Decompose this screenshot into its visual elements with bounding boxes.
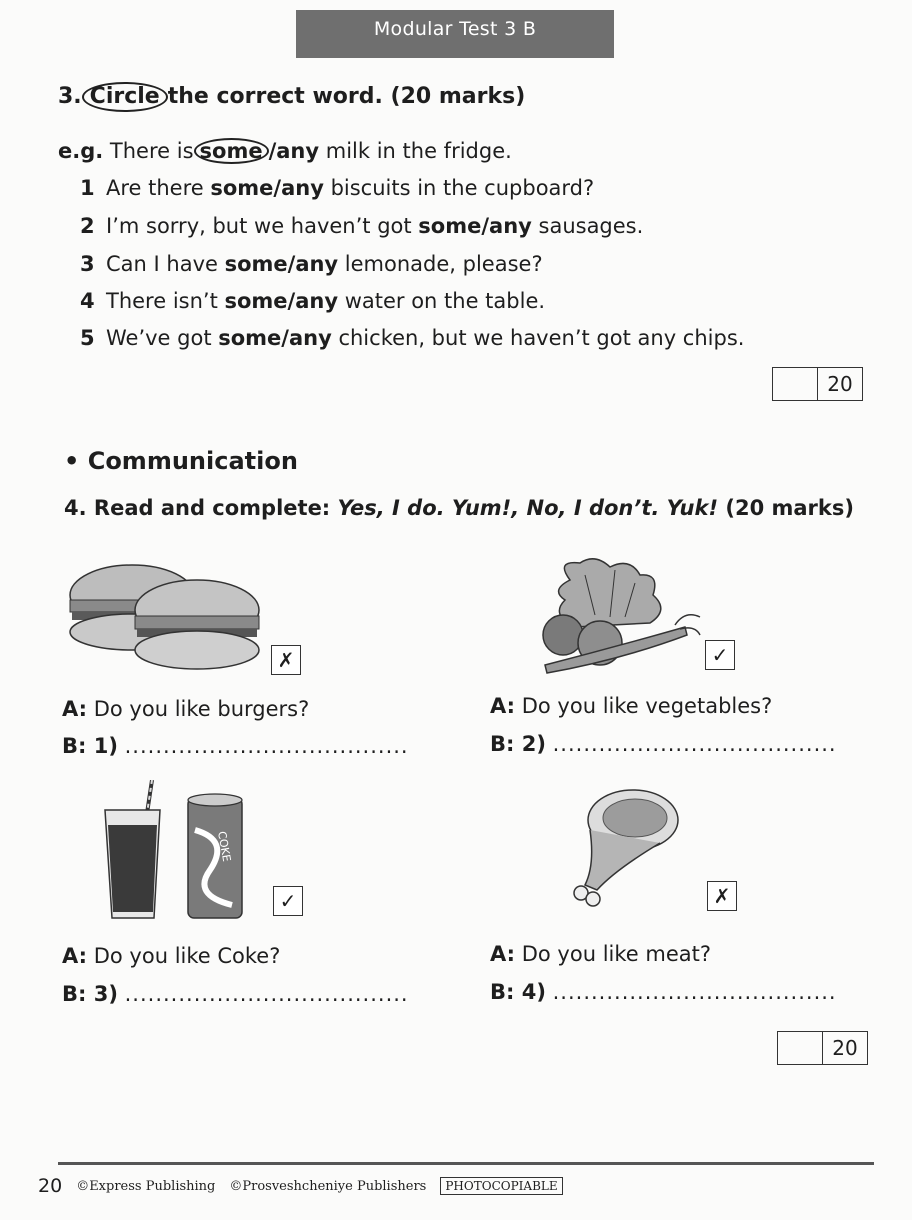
speaker-a: A:	[490, 694, 516, 718]
item-choice[interactable]: some/any	[418, 214, 532, 238]
footer-divider	[58, 1162, 874, 1165]
answer-blank[interactable]: .....................................	[552, 980, 837, 1004]
bullet-icon: •	[64, 447, 88, 475]
item-text: water on the table.	[338, 289, 546, 313]
speaker-b: B: 3)	[62, 982, 118, 1006]
example-slash-any: /any	[268, 139, 320, 163]
example-line	[58, 138, 512, 164]
exercise-4-score-box	[777, 1031, 868, 1065]
exercise-3-instruction: the correct word. (20 marks)	[167, 84, 526, 109]
example-rest: milk in the fridge.	[319, 139, 512, 163]
exercise-3-item	[80, 326, 744, 350]
question-vegetables	[490, 694, 772, 718]
exercise-3-item	[80, 176, 594, 200]
answer-blank[interactable]: .....................................	[124, 982, 409, 1006]
check-icon: ✓	[279, 889, 297, 913]
exercise-3-item	[80, 214, 643, 238]
question-coke	[62, 944, 280, 968]
exercise-3-score-box	[772, 367, 863, 401]
question-burgers	[62, 697, 309, 721]
item-number: 5	[80, 326, 95, 350]
exercise-4-phrases: Yes, I do. Yum!, No, I don’t. Yuk!	[337, 496, 719, 520]
item-text: There isn’t	[106, 289, 225, 313]
item-choice[interactable]: some/any	[210, 176, 324, 200]
speaker-b: B: 4)	[490, 980, 546, 1004]
meat-image	[565, 785, 685, 910]
answer-vegetables	[490, 732, 837, 756]
item-text: chicken, but we haven’t got any chips.	[331, 326, 745, 350]
circle-word: Circle	[82, 82, 168, 112]
example-circled-word: some	[194, 138, 269, 164]
exercise-3-item	[80, 252, 543, 276]
example-label: e.g.	[58, 139, 104, 163]
score-total: 20	[832, 1036, 858, 1060]
burgers-mark-box	[271, 645, 301, 675]
meat-mark-box	[707, 881, 737, 911]
exercise-4-marks: (20 marks)	[718, 496, 854, 520]
score-total: 20	[827, 372, 853, 396]
score-blank[interactable]	[778, 1032, 823, 1064]
exercise-3-number: 3.	[58, 84, 82, 109]
publisher-prosveshcheniye: ©Prosveshcheniye Publishers	[229, 1178, 427, 1194]
question-meat	[490, 942, 711, 966]
section-title: Communication	[87, 447, 298, 475]
coke-image	[100, 780, 250, 925]
page-number: 20	[38, 1175, 63, 1197]
exercise-4-number: 4.	[64, 496, 87, 520]
answer-coke	[62, 982, 409, 1006]
exercise-3-heading	[58, 82, 525, 112]
item-text: sausages.	[531, 214, 644, 238]
item-text: Are there	[106, 176, 211, 200]
speaker-a: A:	[62, 697, 88, 721]
example-before: There is	[109, 139, 194, 163]
item-number: 2	[80, 214, 95, 238]
publisher-express: ©Express Publishing	[76, 1178, 216, 1194]
test-title-banner	[296, 10, 614, 58]
item-text: I’m sorry, but we haven’t got	[106, 214, 419, 238]
exercise-4-instruction: Read and complete:	[93, 496, 338, 520]
speaker-a: A:	[62, 944, 88, 968]
speaker-b: B: 1)	[62, 734, 118, 758]
item-number: 3	[80, 252, 95, 276]
photocopiable-stamp: PHOTOCOPIABLE	[440, 1177, 562, 1195]
item-choice[interactable]: some/any	[224, 289, 339, 313]
item-text: biscuits in the cupboard?	[323, 176, 595, 200]
answer-meat	[490, 980, 837, 1004]
footer	[38, 1175, 563, 1197]
coke-mark-box	[273, 886, 303, 916]
answer-blank[interactable]: .....................................	[124, 734, 409, 758]
burger-front	[135, 580, 259, 669]
item-choice[interactable]: some/any	[218, 326, 332, 350]
score-blank[interactable]	[773, 368, 818, 400]
question-text: Do you like meat?	[521, 942, 711, 966]
speaker-a: A:	[490, 942, 516, 966]
test-title: Modular Test 3 B	[373, 18, 537, 40]
answer-burgers	[62, 734, 409, 758]
speaker-b: B: 2)	[490, 732, 546, 756]
item-number: 4	[80, 289, 95, 313]
check-icon: ✓	[711, 643, 729, 667]
coke-can-label: COKE	[215, 830, 234, 863]
question-text: Do you like vegetables?	[521, 694, 773, 718]
item-text: lemonade, please?	[338, 252, 543, 276]
vegetables-image	[535, 555, 705, 680]
item-text: We’ve got	[106, 326, 219, 350]
question-text: Do you like burgers?	[93, 697, 310, 721]
exercise-3-item	[80, 289, 545, 313]
cross-icon: ✗	[713, 884, 731, 908]
vegetables-mark-box	[705, 640, 735, 670]
item-text: Can I have	[106, 252, 225, 276]
item-choice[interactable]: some/any	[224, 252, 339, 276]
exercise-4-heading	[64, 496, 854, 520]
burgers-image	[62, 560, 262, 675]
cross-icon: ✗	[277, 648, 295, 672]
item-number: 1	[80, 176, 95, 200]
question-text: Do you like Coke?	[93, 944, 281, 968]
answer-blank[interactable]: .....................................	[552, 732, 837, 756]
section-heading	[64, 447, 298, 475]
